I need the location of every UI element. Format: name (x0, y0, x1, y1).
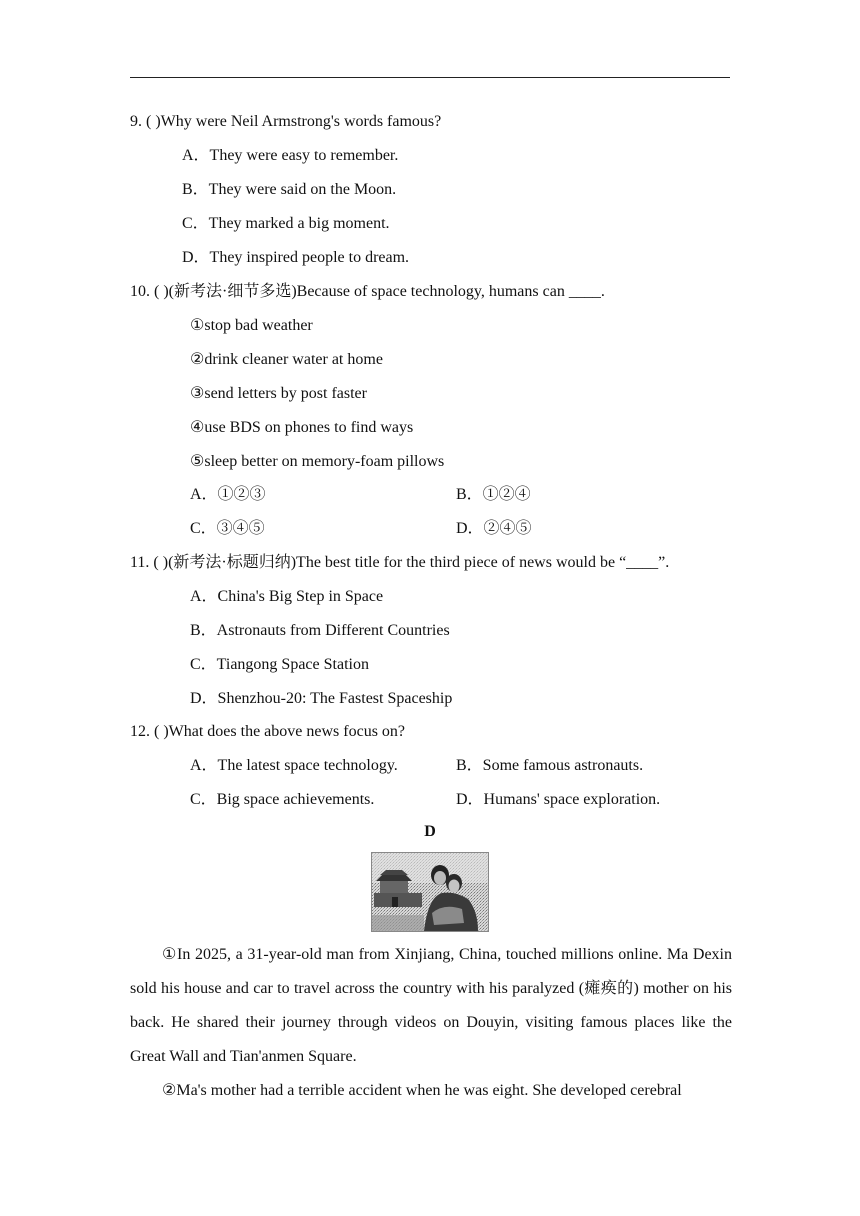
question-11-option-d[interactable]: D．Shenzhou-20: The Fastest Spaceship (190, 690, 453, 707)
passage-text (130, 938, 732, 1108)
question-10-item-4: ④use BDS on phones to find ways (190, 419, 414, 436)
question-12-option-b[interactable]: B．Some famous astronauts. (456, 757, 644, 774)
question-12-stem: 12. ( )What does the above news focus on? (130, 723, 406, 740)
question-11-option-a[interactable]: A．China's Big Step in Space (190, 588, 384, 605)
question-9-option-a[interactable]: A．They were easy to remember. (182, 147, 399, 164)
question-9-option-d[interactable]: D．They inspired people to dream. (182, 249, 410, 266)
passage-paragraph-1: ①In 2025, a 31-year-old man from Xinjiang, China, touched millions online. Ma Dexin sold his house and car to travel across the country with his paralyzed (瘫痪的) mother on his back. He shared their journey through videos on Douyin, visiting famous places like the Great Wall and Tian'anmen Square. (130, 946, 732, 1065)
section-title: D (424, 823, 436, 840)
question-10-option-d[interactable]: D．②④⑤ (456, 520, 532, 537)
question-10-item-5: ⑤sleep better on memory-foam pillows (190, 453, 445, 470)
question-10-item-3: ③send letters by post faster (190, 385, 367, 402)
question-10-item-2: ②drink cleaner water at home (190, 351, 383, 368)
question-12-option-c[interactable]: C．Big space achievements. (190, 791, 375, 808)
question-12-option-a[interactable]: A．The latest space technology. (190, 757, 398, 774)
passage-paragraph-2: ②Ma's mother had a terrible accident when he was eight. She developed cerebral (162, 1082, 682, 1099)
question-9-option-c[interactable]: C．They marked a big moment. (182, 215, 390, 232)
question-11-option-c[interactable]: C．Tiangong Space Station (190, 656, 369, 673)
passage-photo (371, 852, 489, 932)
question-11-stem: 11. ( )(新考法·标题归纳)The best title for the third piece of news would be “____”. (130, 554, 670, 571)
question-10-item-1: ①stop bad weather (190, 317, 313, 334)
header-rule (130, 77, 730, 78)
question-10-option-a[interactable]: A．①②③ (190, 486, 266, 503)
question-9-option-b[interactable]: B．They were said on the Moon. (182, 181, 397, 198)
question-12-option-d[interactable]: D．Humans' space exploration. (456, 791, 661, 808)
question-10-stem: 10. ( )(新考法·细节多选)Because of space technology, humans can ____. (130, 283, 605, 300)
question-10-option-b[interactable]: B．①②④ (456, 486, 531, 503)
question-9-stem: 9. ( )Why were Neil Armstrong's words famous? (130, 113, 442, 130)
question-11-option-b[interactable]: B．Astronauts from Different Countries (190, 622, 450, 639)
question-10-option-c[interactable]: C．③④⑤ (190, 520, 265, 537)
